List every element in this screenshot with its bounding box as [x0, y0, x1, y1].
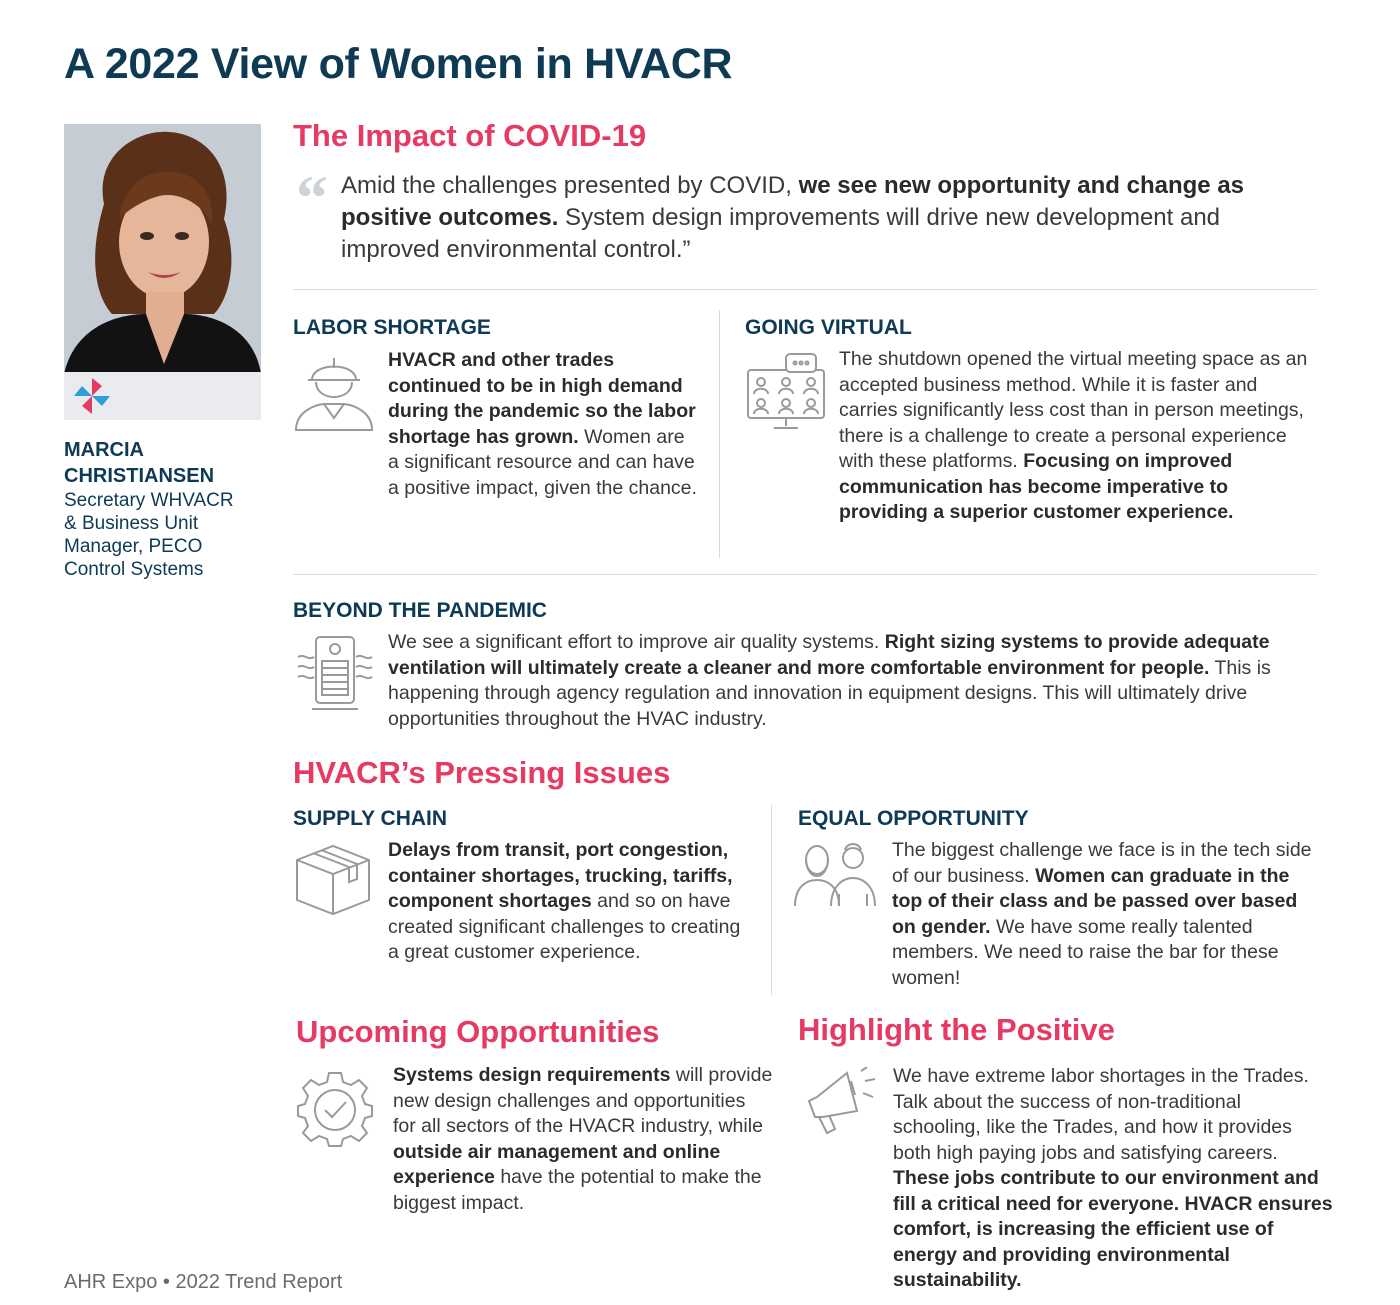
positive-heading: Highlight the Positive: [798, 1012, 1115, 1047]
column-divider: [771, 805, 772, 995]
column-divider: [719, 310, 720, 558]
labor-heading: LABOR SHORTAGE: [293, 316, 491, 339]
megaphone-icon: [805, 1067, 879, 1135]
positive-text: We have extreme labor shortages in the Trades. Talk about the success of non-traditional schooling, like the Trades, and how it provides both high paying jobs and satisfying careers. These jobs contribute to our environment and fill a critical need for everyone. HVACR ensures comfort, is increasing the efficient use of energy and providing environmental sustainability.: [893, 1065, 1333, 1291]
upcoming-text: Systems design requirements will provide new design challenges and opportunities for all sectors of the HVACR industry, while outside air management and online experience have the potential to make the biggest impact.: [393, 1064, 773, 1214]
page-title: A 2022 View of Women in HVACR: [64, 40, 733, 88]
equal-heading: EQUAL OPPORTUNITY: [798, 807, 1029, 830]
virtual-text: The shutdown opened the virtual meeting space as an accepted business method. While it is faster and carries significantly less cost than in person meetings, there is a challenge to create a personal experience with these platforms. Focusing on improved communication has become imperative to providing a superior customer experience.: [839, 348, 1308, 523]
divider: [293, 289, 1317, 290]
quote-mark-icon: “: [296, 162, 328, 233]
gear-checkmark-icon: [296, 1070, 374, 1148]
person-name: MARCIA CHRISTIANSEN: [64, 439, 215, 487]
construction-worker-icon: [294, 350, 374, 432]
two-women-icon: [793, 842, 877, 908]
package-box-icon: [295, 842, 371, 918]
pinwheel-logo-icon: [70, 376, 114, 416]
footer: AHR Expo • 2022 Trend Report: [64, 1271, 343, 1293]
covid-quote: Amid the challenges presented by COVID, we see new opportunity and change as positive outcomes. System design improvements will drive new development and improved environmental control.”: [341, 172, 1245, 263]
beyond-heading: BEYOND THE PANDEMIC: [293, 599, 547, 622]
equal-text: The biggest challenge we face is in the tech side of our business. Women can graduate in the top of their class and be passed over based on gender. We have some really talented members. We need to raise the bar for these women!: [892, 839, 1312, 989]
person-role: Secretary WHVACR & Business Unit Manager, PECO Control Systems: [64, 490, 234, 580]
covid-heading: The Impact of COVID-19: [293, 118, 647, 153]
supply-text: Delays from transit, port congestion, container shortages, trucking, tariffs, component shortages and so on have created significant challenges to creating a great customer experience.: [388, 839, 741, 963]
air-purifier-icon: [296, 633, 374, 713]
virtual-heading: GOING VIRTUAL: [745, 316, 912, 339]
labor-text: HVACR and other trades continued to be in high demand during the pandemic so the labor shortage has grown. Women are a significant resource and can have a positive impact, given the chance.: [388, 349, 697, 499]
beyond-text: We see a significant effort to improve air quality systems. Right sizing systems to provide adequate ventilation will ultimately create a cleaner and more comfortable environment for people. This is happening through agency regulation and innovation in equipment designs. This will ultimately drive opportunities throughout the HVAC industry.: [388, 631, 1271, 730]
issues-heading: HVACR’s Pressing Issues: [293, 755, 671, 790]
supply-heading: SUPPLY CHAIN: [293, 807, 448, 830]
divider: [293, 574, 1317, 575]
video-conference-icon: [746, 352, 826, 432]
upcoming-heading: Upcoming Opportunities: [296, 1014, 660, 1049]
